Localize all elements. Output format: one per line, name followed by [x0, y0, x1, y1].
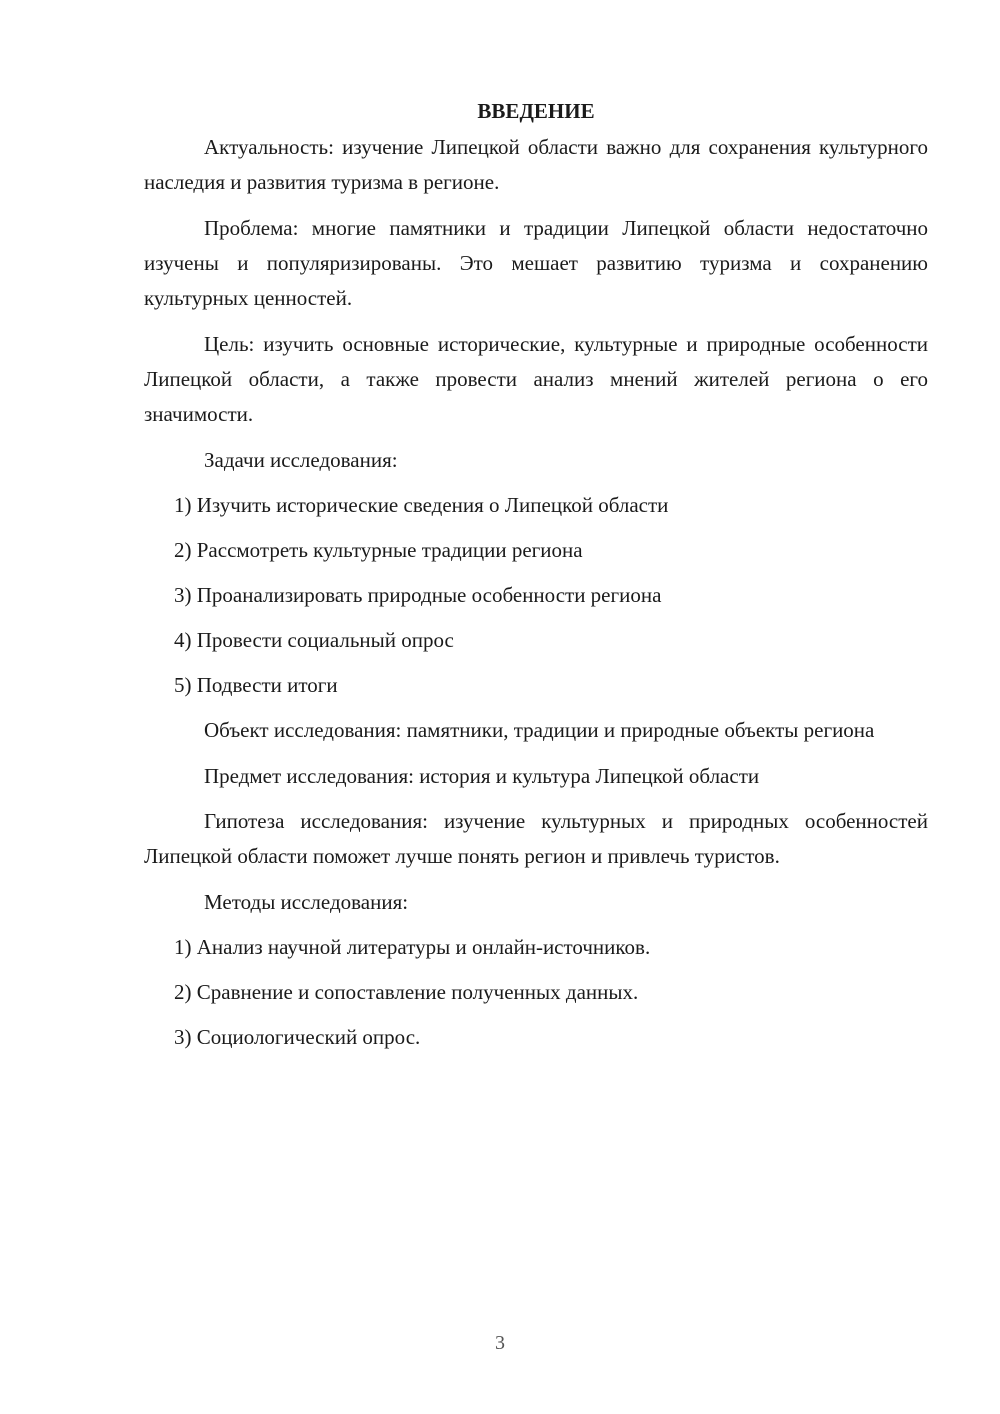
method-item: 2) Сравнение и сопоставление полученных данных.	[174, 980, 639, 1004]
object-paragraph: Объект исследования: памятники, традиции и природные объекты региона	[204, 718, 875, 742]
problem-paragraph: Проблема: многие памятники и традиции Липецкой области недостаточно изучены и популяризированы. Это мешает развитию туризма и сохранению культурных ценностей.	[144, 216, 928, 310]
subject-paragraph: Предмет исследования: история и культура Липецкой области	[204, 764, 760, 788]
tasks-title: Задачи исследования:	[204, 448, 398, 472]
task-item: 1) Изучить исторические сведения о Липецкой области	[174, 493, 669, 517]
relevance-paragraph: Актуальность: изучение Липецкой области важно для сохранения культурного наследия и развития туризма в регионе.	[144, 135, 928, 194]
section-heading: ВВЕДЕНИЕ	[477, 99, 595, 123]
hypothesis-paragraph: Гипотеза исследования: изучение культурных и природных особенностей Липецкой области поможет лучше понять регион и привлечь туристов.	[144, 809, 928, 868]
page-content	[144, 96, 928, 1065]
method-item: 1) Анализ научной литературы и онлайн-источников.	[174, 935, 651, 959]
task-item: 2) Рассмотреть культурные традиции региона	[174, 538, 583, 562]
goal-paragraph: Цель: изучить основные исторические, культурные и природные особенности Липецкой области, а также провести анализ мнений жителей региона о его значимости.	[144, 332, 928, 426]
methods-title: Методы исследования:	[204, 890, 409, 914]
task-item: 5) Подвести итоги	[174, 673, 338, 697]
method-item: 3) Социологический опрос.	[174, 1025, 421, 1049]
page-number: 3	[495, 1332, 505, 1354]
task-item: 3) Проанализировать природные особенности региона	[174, 583, 662, 607]
task-item: 4) Провести социальный опрос	[174, 628, 454, 652]
